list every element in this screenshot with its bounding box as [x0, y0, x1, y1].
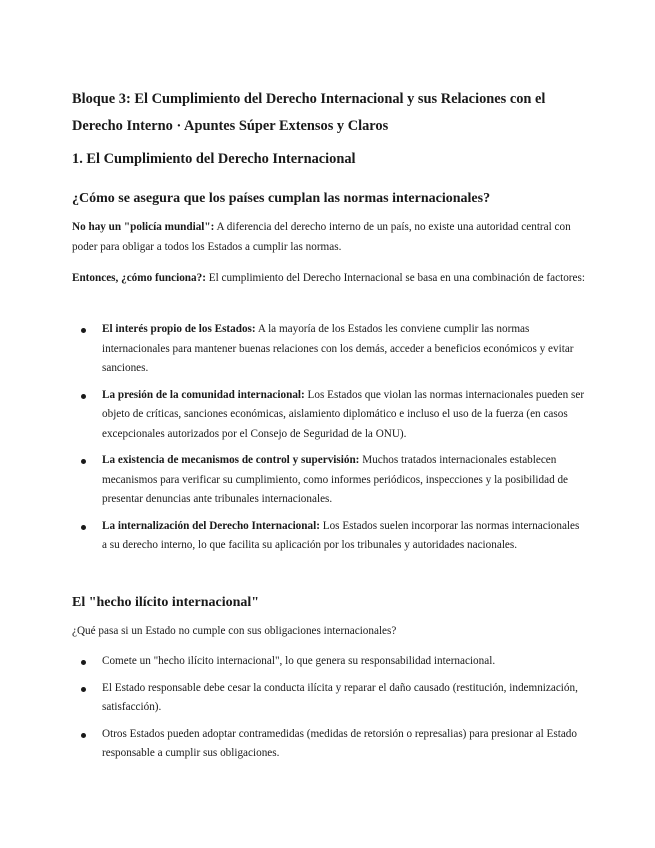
section2-question: ¿Qué pasa si un Estado no cumple con sus obligaciones internacionales?	[72, 625, 397, 637]
paragraph-bold-lead: Entonces, ¿cómo funciona?:	[72, 272, 206, 284]
section-heading-hecho-ilicito: El "hecho ilícito internacional"	[72, 595, 260, 610]
list-item-text: Muchos tratados internacionales establecen mecanismos para verificar su cumplimiento, como informes periódicos, inspecciones y la posibilidad de presentar denuncias ante tribunales internacionales.	[102, 454, 569, 505]
bullet-icon	[81, 660, 86, 665]
bullet-icon	[81, 394, 86, 399]
factors-list	[72, 320, 587, 556]
list-item	[72, 652, 587, 672]
bullet-icon	[81, 328, 86, 333]
list-item	[72, 679, 587, 718]
list-item-text: Los Estados suelen incorporar las normas internacionales a su derecho interno, lo que facilita su aplicación por los tribunales y autoridades nacionales.	[102, 519, 580, 551]
list-item-text: A la mayoría de los Estados les conviene cumplir las normas internacionales para mantener buenas relaciones con los demás, acceder a beneficios económicos y evitar sanciones.	[102, 323, 574, 374]
list-item-bold: La internalización del Derecho Internacional:	[102, 519, 320, 532]
list-item-bold: La presión de la comunidad internacional:	[102, 388, 305, 401]
section-question: ¿Cómo se asegura que los países cumplan las normas internacionales?	[72, 191, 491, 206]
bullet-icon	[81, 733, 86, 738]
paragraph-text: El cumplimiento del Derecho Internacional se basa en una combinación de factores:	[205, 272, 585, 284]
paragraph-bold-lead: No hay un "policía mundial":	[72, 221, 215, 233]
list-item	[72, 386, 587, 445]
paragraph-como-funciona	[72, 268, 587, 288]
bullet-icon	[81, 687, 86, 692]
paragraph-no-policia	[72, 217, 587, 257]
list-item-text: Los Estados que violan las normas internacionales pueden ser objeto de críticas, sanciones económicas, aislamiento diplomático e incluso el uso de la fuerza (en casos excepcionales autorizados por el Consejo de Seguridad de la ONU).	[102, 388, 585, 440]
paragraph-text: A diferencia del derecho interno de un país, no existe una autoridad central con poder para obligar a todos los Estados a cumplir las normas.	[72, 221, 571, 253]
list-item-bold: El interés propio de los Estados:	[102, 323, 256, 335]
document-title: Bloque 3: El Cumplimiento del Derecho Internacional y sus Relaciones con el Derecho Interno · Apuntes Súper Extensos y Claros	[72, 91, 546, 134]
list-item-text: Comete un "hecho ilícito internacional", lo que genera su responsabilidad internacional.	[102, 655, 496, 667]
list-item-text: El Estado responsable debe cesar la conducta ilícita y reparar el daño causado (restitución, indemnización, satisfacción).	[102, 681, 578, 713]
bullet-icon	[81, 525, 86, 530]
list-item-text: Otros Estados pueden adoptar contramedidas (medidas de retorsión o represalias) para presionar al Estado responsable a cumplir sus obligaciones.	[102, 727, 577, 759]
list-item	[72, 451, 587, 510]
list-item-bold: La existencia de mecanismos de control y supervisión:	[102, 454, 360, 466]
consequences-list	[72, 652, 587, 764]
bullet-icon	[81, 459, 86, 464]
list-item	[72, 517, 587, 556]
list-item	[72, 725, 587, 764]
list-item	[72, 320, 587, 379]
section-heading-cumplimiento: 1. El Cumplimiento del Derecho Internacional	[72, 151, 356, 167]
